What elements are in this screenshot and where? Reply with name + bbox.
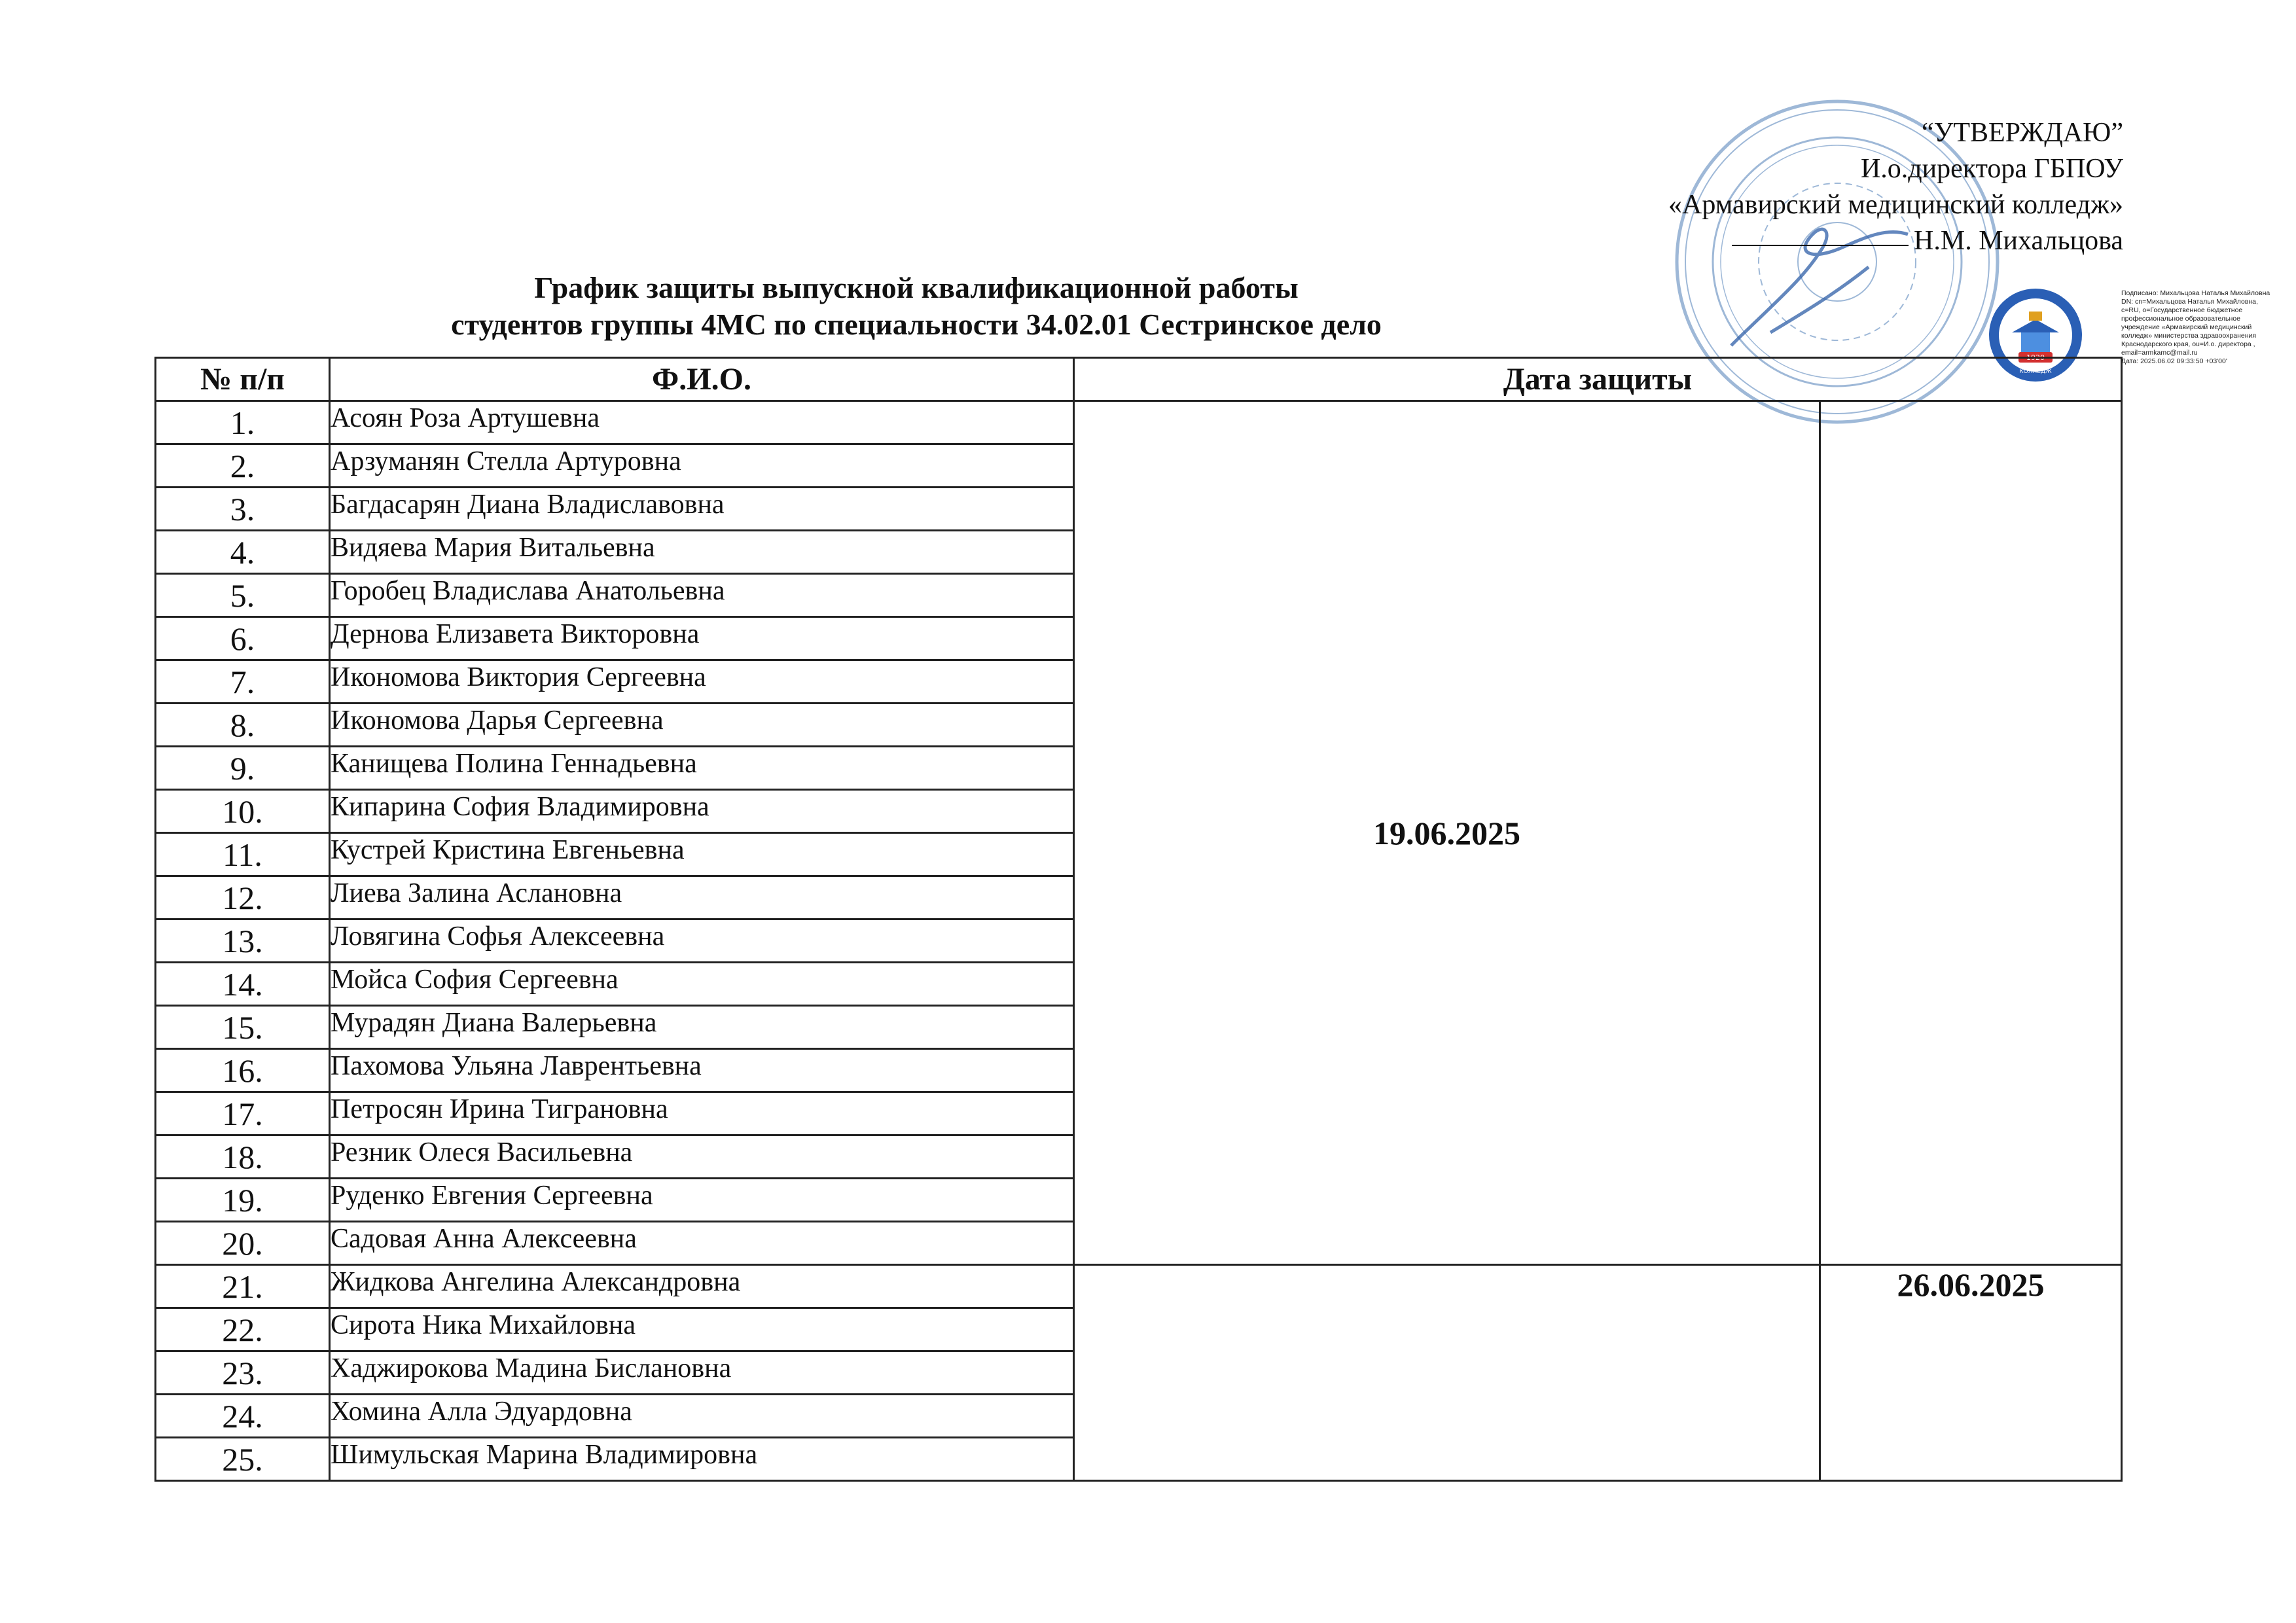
title-line-1: График защиты выпускной квалификационной работы [534, 271, 1299, 304]
student-name: Сирота Ника Михайловна [330, 1308, 1074, 1351]
student-name: Мойса София Сергеевна [330, 963, 1074, 1006]
student-name: Икономова Дарья Сергеевна [330, 704, 1074, 747]
row-number: 16. [156, 1049, 330, 1092]
defense-date-second: 26.06.2025 [1820, 1265, 2122, 1481]
student-name: Кипарина София Владимировна [330, 790, 1074, 833]
defense-date-first: 19.06.2025 [1074, 401, 1820, 1265]
document-title [327, 270, 1505, 343]
row-number: 21. [156, 1265, 330, 1308]
row-number: 22. [156, 1308, 330, 1351]
logo-caption: КОЛЛЕДЖ [2019, 368, 2052, 375]
student-name: Горобец Владислава Анатольевна [330, 574, 1074, 617]
header-number: № п/п [156, 358, 330, 401]
approval-signer: Н.М. Михальцова [1914, 226, 2123, 256]
esign-details: Подписано: Михальцова Наталья Михайловна DN: cn=Михальцова Наталья Михайловна, c=RU, o=Государственное бюджетное профессиональное образовательное учреждение «Армавирский медицинский колледж» министерства здравоохранения Краснодарского края, ou=И.о. директора , email=armkamc@mail.ru Дата: 2025.06.02 09:33:50 +03'00' [2121, 289, 2270, 365]
row-number: 15. [156, 1006, 330, 1049]
approval-heading: “УТВЕРЖДАЮ” [1921, 118, 2123, 148]
header-name: Ф.И.О. [330, 358, 1074, 401]
signature-blank [1732, 240, 1909, 246]
student-name: Петросян Ирина Тиграновна [330, 1092, 1074, 1135]
row-number: 7. [156, 660, 330, 704]
row-number: 4. [156, 531, 330, 574]
approval-signature-line [1338, 223, 2123, 259]
student-name: Канищева Полина Геннадьевна [330, 747, 1074, 790]
student-name: Кустрей Кристина Евгеньевна [330, 833, 1074, 876]
student-name: Арзуманян Стелла Артуровна [330, 444, 1074, 488]
row-number: 10. [156, 790, 330, 833]
header-date: Дата защиты [1074, 358, 2122, 401]
student-name: Лиева Залина Аслановна [330, 876, 1074, 919]
table-row [156, 401, 2122, 444]
row-number: 1. [156, 401, 330, 444]
logo-year: 1920 [2026, 353, 2045, 362]
row-number: 24. [156, 1395, 330, 1438]
row-number: 20. [156, 1222, 330, 1265]
empty-date-cell [1820, 401, 2122, 1265]
student-name: Икономова Виктория Сергеевна [330, 660, 1074, 704]
student-name: Багдасарян Диана Владиславовна [330, 488, 1074, 531]
row-number: 17. [156, 1092, 330, 1135]
approval-block [1338, 115, 2123, 259]
row-number: 3. [156, 488, 330, 531]
student-name: Шимульская Марина Владимировна [330, 1438, 1074, 1481]
table-row [156, 1265, 2122, 1308]
row-number: 8. [156, 704, 330, 747]
row-number: 5. [156, 574, 330, 617]
student-name: Руденко Евгения Сергеевна [330, 1179, 1074, 1222]
row-number: 2. [156, 444, 330, 488]
row-number: 12. [156, 876, 330, 919]
row-number: 6. [156, 617, 330, 660]
empty-date-cell [1074, 1265, 1820, 1481]
defense-schedule-table [154, 357, 2123, 1482]
row-number: 19. [156, 1179, 330, 1222]
row-number: 23. [156, 1351, 330, 1395]
approval-position: И.о.директора ГБПОУ [1860, 154, 2123, 184]
title-line-2: студентов группы 4МС по специальности 34.02.01 Сестринское дело [451, 308, 1382, 341]
student-name: Асоян Роза Артушевна [330, 401, 1074, 444]
student-name: Дернова Елизавета Викторовна [330, 617, 1074, 660]
student-name: Мурадян Диана Валерьевна [330, 1006, 1074, 1049]
student-name: Ловягина Софья Алексеевна [330, 919, 1074, 963]
student-name: Резник Олеся Васильевна [330, 1135, 1074, 1179]
approval-organization: «Армавирский медицинский колледж» [1668, 190, 2123, 220]
row-number: 14. [156, 963, 330, 1006]
student-name: Хомина Алла Эдуардовна [330, 1395, 1074, 1438]
row-number: 25. [156, 1438, 330, 1481]
student-name: Пахомова Ульяна Лаврентьевна [330, 1049, 1074, 1092]
row-number: 13. [156, 919, 330, 963]
student-name: Садовая Анна Алексеевна [330, 1222, 1074, 1265]
student-name: Хаджирокова Мадина Бислановна [330, 1351, 1074, 1395]
table-header-row [156, 358, 2122, 401]
student-name: Жидкова Ангелина Александровна [330, 1265, 1074, 1308]
row-number: 9. [156, 747, 330, 790]
student-name: Видяева Мария Витальевна [330, 531, 1074, 574]
row-number: 11. [156, 833, 330, 876]
row-number: 18. [156, 1135, 330, 1179]
